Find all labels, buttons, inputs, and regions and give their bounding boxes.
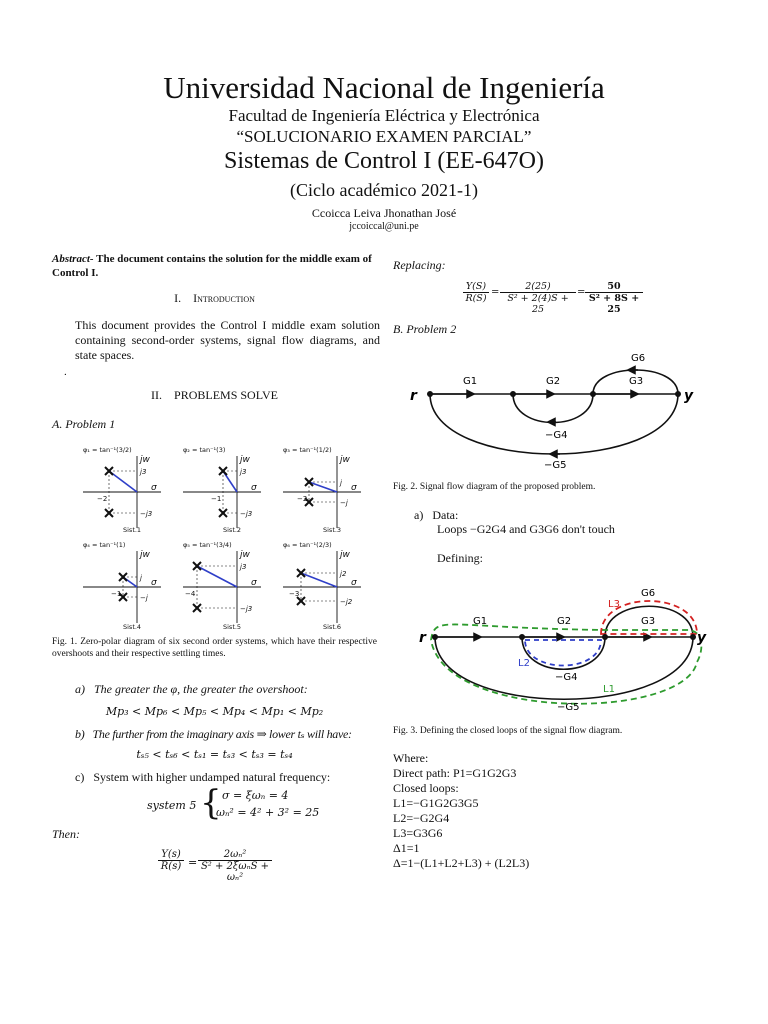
item-a — [75, 682, 308, 697]
fig1-system-name: Sist.4 — [123, 623, 142, 631]
cycle-line: (Ciclo académico 2021-1) — [290, 180, 478, 200]
item-b-text: The further from the imaginary axis ⇒ lower tₛ will have: — [92, 727, 352, 741]
section-1-heading — [52, 291, 377, 306]
fig1-pole-marker — [297, 569, 305, 577]
fig2-g5-arc — [430, 394, 678, 454]
fig1-pole-marker — [305, 478, 313, 486]
tf-equals: = — [188, 856, 198, 869]
fig3-g5-arc — [435, 637, 693, 699]
fig1-sigma-label: σ — [251, 483, 257, 493]
fig1-pole-marker — [105, 509, 113, 517]
tf-rhs — [198, 849, 272, 883]
rep-eq2: = — [577, 287, 586, 298]
tf-rhs-den: S² + 2ξωₙS + ωₙ² — [200, 861, 270, 883]
where-block — [393, 751, 529, 871]
fig1-im-tick: j — [140, 574, 142, 582]
item-b-label: b) — [75, 727, 85, 741]
fig1-re-tick: −2 — [97, 495, 108, 503]
author-name: Ccoicca Leiva Jhonathan José — [311, 206, 457, 220]
fig2-y-label: y — [684, 388, 694, 404]
rep-rhs-num: 50 — [585, 281, 643, 293]
defining-label: Defining: — [437, 551, 483, 565]
faculty-line: Facultad de Ingeniería Eléctrica y Electrónica — [228, 106, 540, 125]
tf-lhs — [158, 849, 184, 872]
fig3-y-label: y — [697, 630, 707, 646]
fig1-system-name: Sist.1 — [123, 526, 142, 534]
fig2-g1-label: G1 — [463, 376, 478, 387]
rep-lhs — [463, 281, 489, 304]
where-line: L2=−G2G4 — [393, 811, 450, 825]
fig1-sigma-label: σ — [251, 578, 257, 588]
fig1-jw-label: jw — [240, 550, 250, 560]
fig1-sigma-label: σ — [351, 578, 357, 588]
item-a-text: The greater the φ, the greater the overshoot: — [94, 682, 308, 696]
fig1-im-tick: j2 — [340, 570, 347, 578]
fig1-sigma-label: σ — [351, 483, 357, 493]
tf-lhs-den: R(s) — [160, 861, 182, 872]
tf-rhs-num: 2ωₙ² — [198, 849, 272, 861]
fig1-im-tick: j3 — [140, 468, 147, 476]
fig3-loops-diagram — [405, 582, 715, 714]
data-line: Loops −G2G4 and G3G6 don't touch — [437, 522, 615, 536]
fig1-system-name: Sist.6 — [323, 623, 342, 631]
fig2-r-label: r — [410, 388, 417, 404]
fig1-imn-tick: −j — [340, 499, 348, 507]
fig3-node — [519, 634, 525, 640]
fig1-angle-line — [309, 482, 337, 492]
fig1-phi-label: φ₃ = tan⁻¹(1/2) — [283, 446, 332, 454]
intro-paragraph: This document provides the Control I middle exam solution containing second-order systems, signal flow diagrams, and state spaces. — [75, 318, 380, 362]
fig1-jw-label: jw — [140, 455, 150, 465]
fig2-g2-label: G2 — [546, 376, 561, 387]
replacing-label: Replacing: — [393, 258, 446, 272]
fig3-g1-label: G1 — [473, 616, 488, 627]
fig2-signal-flow-diagram — [400, 353, 710, 474]
where-line: Δ1=1 — [393, 841, 420, 855]
fig1-phi-label: φ₅ = tan⁻¹(3/4) — [183, 541, 232, 549]
rep-lhs-num: Y(S) — [463, 281, 489, 293]
rep-lhs-den: R(S) — [465, 293, 487, 304]
fig2-node — [590, 391, 596, 397]
fig1-im-tick: j3 — [240, 468, 247, 476]
fig2-caption: Fig. 2. Signal flow diagram of the proposed problem. — [393, 482, 596, 492]
fig3-g4-label: −G4 — [555, 672, 578, 683]
subsection-a: A. Problem 1 — [52, 417, 116, 431]
fig1-system-name: Sist.3 — [323, 526, 342, 534]
fig1-pole-marker — [119, 573, 127, 581]
fig2-node — [675, 391, 681, 397]
fig1-angle-line — [197, 566, 237, 587]
fig3-node — [602, 634, 608, 640]
fig3-l2-label: L2 — [518, 658, 530, 669]
rep-rhs — [585, 281, 643, 315]
stray-dot: . — [64, 366, 67, 378]
fig1-imn-tick: −j3 — [140, 510, 153, 518]
fig1-sigma-label: σ — [151, 483, 157, 493]
rep-eq1: = — [491, 287, 500, 298]
fig1-system-name: Sist.2 — [223, 526, 242, 534]
fig1-pole-zero-diagrams — [75, 440, 375, 630]
author-email: jccoiccal@uni.pe — [349, 221, 419, 232]
data-title: Data: — [432, 508, 459, 522]
rep-mid — [500, 281, 576, 315]
section-2-heading — [52, 388, 377, 403]
data-label: a) — [414, 508, 424, 522]
fig3-g2-label: G2 — [557, 616, 572, 627]
system5-eq1: σ = ξωₙ = 4 — [222, 789, 289, 802]
fig1-phi-label: φ₁ = tan⁻¹(3/2) — [83, 446, 132, 454]
fig1-sigma-label: σ — [151, 578, 157, 588]
fig2-g6-label: G6 — [631, 353, 646, 364]
fig1-re-tick: −2 — [297, 495, 308, 503]
fig1-jw-label: jw — [340, 550, 350, 560]
fig1-phi-label: φ₆ = tan⁻¹(2/3) — [283, 541, 332, 549]
where-line: Closed loops: — [393, 781, 459, 795]
where-line: Where: — [393, 751, 429, 765]
overshoot-order: Mp₃ < Mp₆ < Mp₅ < Mp₄ < Mp₁ < Mp₂ — [105, 705, 324, 718]
fig1-re-tick: −1 — [111, 590, 122, 598]
where-line: L3=G3G6 — [393, 826, 443, 840]
fig3-g6-label: G6 — [641, 588, 656, 599]
fig1-imn-tick: −j — [140, 594, 148, 602]
fig1-pole-marker — [219, 509, 227, 517]
then-label: Then: — [52, 827, 80, 841]
fig2-g3-label: G3 — [629, 376, 644, 387]
fig1-pole-marker — [193, 562, 201, 570]
rep-rhs-den: S² + 8S + 25 — [588, 293, 640, 315]
fig1-re-tick: −3 — [289, 590, 300, 598]
where-line: L1=−G1G2G3G5 — [393, 796, 479, 810]
fig3-g3-label: G3 — [641, 616, 656, 627]
fig3-node — [690, 634, 696, 640]
where-line: Δ=1−(L1+L2+L3) + (L2L3) — [393, 856, 530, 870]
tf-lhs-num: Y(s) — [158, 849, 184, 861]
fig1-system-name: Sist.5 — [223, 623, 242, 631]
fig3-g4-arc — [522, 637, 605, 669]
fig1-im-tick: j — [340, 479, 342, 487]
fig2-node — [427, 391, 433, 397]
section-2-number: II. — [151, 388, 163, 402]
fig3-node — [432, 634, 438, 640]
fig1-pole-marker — [219, 467, 227, 475]
fig1-jw-label: jw — [140, 550, 150, 560]
where-line: Direct path: P1=G1G2G3 — [393, 766, 517, 780]
fig1-jw-label: jw — [340, 455, 350, 465]
fig3-g5-label: −G5 — [557, 702, 580, 713]
fig1-imn-tick: −j2 — [340, 598, 353, 606]
fig3-r-label: r — [419, 630, 426, 646]
item-c-label: c) — [75, 770, 85, 784]
section-1-title: Introduction — [193, 291, 255, 305]
section-2-title: PROBLEMS SOLVE — [174, 388, 278, 402]
rep-mid-num: 2(25) — [500, 281, 576, 293]
rep-mid-den: S² + 2(4)S + 25 — [507, 293, 569, 315]
fig1-pole-marker — [105, 467, 113, 475]
settling-order: tₛ₅ < tₛ₆ < tₛ₁ = tₛ₃ < tₛ₃ = tₛ₄ — [136, 748, 293, 761]
fig1-imn-tick: −j3 — [240, 605, 253, 613]
abstract — [52, 252, 377, 280]
fig3-l3-label: L3 — [608, 599, 620, 610]
abstract-label: Abstract- — [52, 253, 94, 265]
fig1-im-tick: j3 — [240, 563, 247, 571]
fig1-pole-marker — [193, 604, 201, 612]
subsection-b: B. Problem 2 — [393, 322, 457, 336]
fig1-phi-label: φ₂ = tan⁻¹(3) — [183, 446, 226, 454]
fig2-g4-arc — [513, 394, 593, 423]
data-item — [414, 508, 458, 523]
fig3-caption: Fig. 3. Defining the closed loops of the signal flow diagram. — [393, 726, 623, 736]
course-title: Sistemas de Control I (EE-647O) — [224, 148, 544, 174]
system5-brace: { — [200, 783, 222, 823]
fig1-imn-tick: −j3 — [240, 510, 253, 518]
fig1-re-tick: −4 — [185, 590, 196, 598]
doc-type: “SOLUCIONARIO EXAMEN PARCIAL” — [236, 127, 532, 146]
university-title: Universidad Nacional de Ingeniería — [163, 70, 605, 105]
system5-label: system 5 — [147, 799, 197, 812]
item-a-label: a) — [75, 682, 85, 696]
fig1-phi-label: φ₄ = tan⁻¹(1) — [83, 541, 126, 549]
fig2-node — [510, 391, 516, 397]
fig2-g5-label: −G5 — [544, 460, 567, 471]
fig1-caption: Fig. 1. Zero-polar diagram of six second order systems, which have their respective overshoots and their respective settling times. — [52, 637, 377, 659]
item-c-text: System with higher undamped natural frequency: — [93, 770, 331, 784]
system5-eq2: ωₙ² = 4² + 3² = 25 — [216, 806, 320, 819]
fig1-re-tick: −1 — [211, 495, 222, 503]
fig2-g4-label: −G4 — [545, 430, 568, 441]
item-b — [75, 727, 352, 742]
fig3-l1-label: L1 — [603, 684, 615, 695]
fig1-angle-line — [301, 573, 337, 587]
section-1-number: I. — [174, 291, 182, 305]
abstract-text: The document contains the solution for the middle exam of Control I. — [52, 253, 372, 279]
fig1-jw-label: jw — [240, 455, 250, 465]
